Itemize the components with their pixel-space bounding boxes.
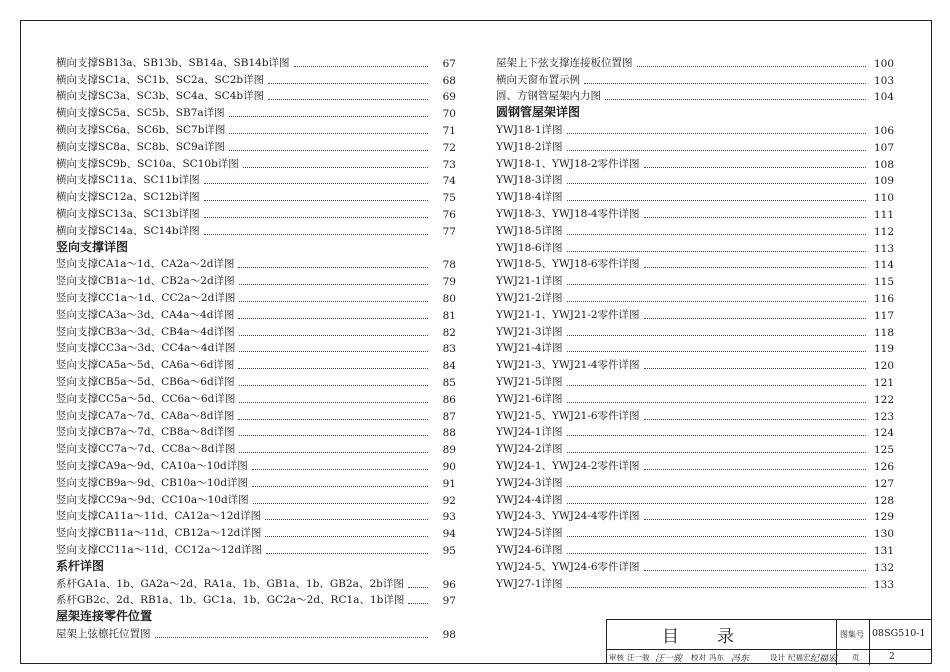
toc-entry (496, 171, 894, 188)
entry-title: 横向支撑SC11a、SC11b详图 (56, 174, 200, 187)
section-heading (56, 238, 456, 255)
leader-dots (268, 75, 428, 84)
leader-dots (644, 360, 866, 369)
page-number: 114 (873, 259, 894, 272)
toc-entry (496, 87, 894, 104)
toc-entry (56, 322, 456, 339)
page-number: 107 (873, 141, 894, 154)
entry-title: YWJ24-4详图 (496, 493, 563, 506)
leader-dots (408, 595, 428, 604)
toc-entry (496, 456, 894, 473)
leader-dots (229, 125, 428, 134)
toc-entry (56, 53, 456, 70)
toc-entry (496, 473, 894, 490)
entry-title: 竖向支撑CB1a～1d、CB2a～2d详图 (56, 275, 235, 288)
leader-dots (155, 629, 429, 638)
page-number: 98 (442, 628, 456, 641)
page-title: 目录 (662, 627, 772, 647)
toc-entry (496, 439, 894, 456)
page-number: 91 (442, 477, 456, 490)
entry-title: YWJ21-5、YWJ21-6零件详图 (496, 409, 640, 422)
toc-entry (56, 70, 456, 87)
entry-title: 圆、方钢管屋架内力图 (496, 90, 601, 103)
section-heading (496, 103, 894, 120)
leader-dots (253, 495, 428, 504)
toc-entry (496, 507, 894, 524)
leader-dots (567, 175, 866, 184)
toc-entry (56, 87, 456, 104)
leader-dots (567, 579, 866, 588)
toc-entry (56, 624, 456, 641)
toc-entry (56, 204, 456, 221)
toc-entry (496, 490, 894, 507)
page-number: 109 (873, 175, 894, 188)
toc-entry (56, 389, 456, 406)
toc-entry (496, 574, 894, 591)
leader-dots (567, 495, 866, 504)
leader-dots (204, 192, 428, 201)
page-number: 124 (873, 427, 894, 440)
entry-title: 横向支撑SC9b、SC10a、SC10b详图 (56, 157, 239, 170)
entry-title: YWJ24-1、YWJ24-2零件详图 (496, 459, 640, 472)
toc-entry (496, 154, 894, 171)
toc-entry (56, 271, 456, 288)
leader-dots (229, 108, 428, 117)
toc-entry (496, 557, 894, 574)
page-number: 100 (873, 57, 894, 70)
entry-title: 竖向支撑CC7a～7d、CC8a～8d详图 (56, 443, 236, 456)
toc-entry (496, 53, 894, 70)
entry-title: 竖向支撑CA3a～3d、CA4a～4d详图 (56, 308, 235, 321)
entry-title: YWJ24-5、YWJ24-6零件详图 (496, 560, 640, 573)
leader-dots (567, 343, 866, 352)
page-number: 88 (442, 427, 456, 440)
page-number: 71 (442, 124, 456, 137)
leader-dots (567, 293, 866, 302)
leader-dots (294, 58, 428, 67)
toc-entry (56, 406, 456, 423)
page-number: 133 (873, 578, 894, 591)
page-number: 113 (873, 242, 894, 255)
leader-dots (637, 58, 867, 67)
entry-title: 竖向支撑CA5a～5d、CA6a～6d详图 (56, 359, 235, 372)
page-number: 122 (873, 393, 894, 406)
toc-entry (496, 221, 894, 238)
toc-entry (496, 187, 894, 204)
toc-entry (56, 137, 456, 154)
toc-entry (56, 540, 456, 557)
entry-title: YWJ18-4详图 (496, 191, 563, 204)
leader-dots (238, 411, 428, 420)
signature-row (607, 650, 932, 665)
entry-title: YWJ24-2详图 (496, 443, 563, 456)
page-number: 82 (442, 326, 456, 339)
leader-dots (239, 377, 428, 386)
page-number: 72 (442, 141, 456, 154)
entry-title: YWJ18-6详图 (496, 241, 563, 254)
toc-entry (56, 154, 456, 171)
entry-title: 横向支撑SC1a、SC1b、SC2a、SC2b详图 (56, 73, 265, 86)
leader-dots (567, 226, 866, 235)
entry-title: 横向支撑SC13a、SC13b详图 (56, 207, 200, 220)
entry-title: YWJ24-3详图 (496, 476, 563, 489)
leader-dots (204, 226, 428, 235)
toc-entry (496, 70, 894, 87)
page-number: 70 (442, 108, 456, 121)
leader-dots (239, 327, 428, 336)
page-number: 75 (442, 192, 456, 205)
page-number: 69 (442, 91, 456, 104)
toc-entry (496, 389, 894, 406)
entry-title: 系杆GA1a、1b、GA2a～2d、RA1a、1b、GB1a、1b、GB2a、2b详图 (56, 577, 404, 590)
page-number: 87 (442, 410, 456, 423)
leader-dots (266, 545, 428, 554)
entry-title: 竖向支撑CA1a～1d、CA2a～2d详图 (56, 258, 235, 271)
page-number: 93 (442, 511, 456, 524)
title-block (606, 619, 932, 664)
section-heading (56, 557, 456, 574)
entry-title: 竖向支撑详图 (56, 239, 129, 254)
atlas-label: 图集号 (840, 630, 864, 639)
entry-title: 横向支撑SC8a、SC8b、SC9a详图 (56, 140, 225, 153)
page-number: 90 (442, 460, 456, 473)
leader-dots (584, 75, 866, 84)
entry-title: YWJ18-3详图 (496, 174, 563, 187)
entry-title: YWJ21-3详图 (496, 325, 563, 338)
page-number: 92 (442, 494, 456, 507)
page-number: 103 (873, 74, 894, 87)
leader-dots (239, 293, 428, 302)
toc-entry (56, 439, 456, 456)
page-number: 119 (873, 343, 894, 356)
page-number: 111 (873, 208, 894, 221)
toc-entry (56, 103, 456, 120)
toc-entry (56, 591, 456, 608)
entry-title: 横向支撑SB13a、SB13b、SB14a、SB14b详图 (56, 56, 290, 69)
toc-entry (56, 171, 456, 188)
entry-title: YWJ18-2详图 (496, 140, 563, 153)
toc-entry (56, 490, 456, 507)
entry-title: YWJ24-6详图 (496, 543, 563, 556)
page-number: 77 (442, 225, 456, 238)
page-number: 106 (873, 124, 894, 137)
review-signature: 汪一骏 (655, 654, 683, 664)
entry-title: 竖向支撑CA11a～11d、CA12a～12d详图 (56, 510, 262, 523)
review-label: 审核 (609, 653, 624, 662)
toc-entry (496, 271, 894, 288)
entry-title: YWJ24-3、YWJ24-4零件详图 (496, 510, 640, 523)
toc-entry (496, 288, 894, 305)
toc-entry (496, 305, 894, 322)
page-number: 110 (873, 192, 894, 205)
leader-dots (644, 259, 866, 268)
leader-dots (408, 579, 428, 588)
page-number: 74 (442, 175, 456, 188)
leader-dots (243, 159, 428, 168)
toc-entry (56, 255, 456, 272)
entry-title: 竖向支撑CC1a～1d、CC2a～2d详图 (56, 291, 236, 304)
leader-dots (567, 377, 866, 386)
leader-dots (567, 528, 866, 537)
page-number: 132 (873, 561, 894, 574)
leader-dots (204, 209, 428, 218)
entry-title: 竖向支撑CC9a～9d、CC10a～10d详图 (56, 493, 249, 506)
toc-entry (56, 423, 456, 440)
leader-dots (605, 91, 866, 100)
leader-dots (644, 461, 866, 470)
page-number: 89 (442, 444, 456, 457)
page-number: 104 (873, 91, 894, 104)
toc-entry (56, 120, 456, 137)
toc-entry (496, 423, 894, 440)
leader-dots (265, 511, 428, 520)
page-number: 84 (442, 360, 456, 373)
toc-entry (56, 372, 456, 389)
leader-dots (567, 327, 866, 336)
entry-title: 竖向支撑CB11a～11d、CB12a～12d详图 (56, 527, 262, 540)
page-number: 86 (442, 393, 456, 406)
leader-dots (239, 444, 428, 453)
entry-title: 竖向支撑CB7a～7d、CB8a～8d详图 (56, 426, 235, 439)
page-number: 115 (873, 276, 894, 289)
page-number: 125 (873, 444, 894, 457)
page-label: 页 (852, 653, 860, 662)
design-label: 设计 (770, 653, 785, 662)
entry-title: 横向天窗布置示例 (496, 73, 580, 86)
leader-dots (644, 209, 866, 218)
leader-dots (644, 562, 866, 571)
page-number: 78 (442, 259, 456, 272)
page-number: 121 (873, 376, 894, 389)
leader-dots (265, 528, 428, 537)
entry-title: YWJ18-5详图 (496, 224, 563, 237)
toc-entry (496, 523, 894, 540)
check-signature: 冯东 (731, 654, 750, 664)
leader-dots (644, 411, 866, 420)
entry-title: 竖向支撑CA7a～7d、CA8a～8d详图 (56, 409, 235, 422)
toc-entry (56, 339, 456, 356)
design-signature: 纪福宏 (810, 654, 838, 664)
entry-title: YWJ18-5、YWJ18-6零件详图 (496, 258, 640, 271)
page-number: 112 (873, 225, 894, 238)
page-number: 123 (873, 410, 894, 423)
leader-dots (567, 394, 866, 403)
page-number: 126 (873, 460, 894, 473)
entry-title: YWJ18-1详图 (496, 123, 563, 136)
entry-title: YWJ21-2详图 (496, 291, 563, 304)
leader-dots (567, 125, 866, 134)
leader-dots (567, 427, 866, 436)
entry-title: 竖向支撑CA9a～9d、CA10a～10d详图 (56, 459, 248, 472)
toc-entry (56, 574, 456, 591)
entry-title: YWJ21-5详图 (496, 375, 563, 388)
toc-entry (496, 322, 894, 339)
toc-entry (496, 255, 894, 272)
entry-title: 屋架上弦檩托位置图 (56, 627, 151, 640)
page-number: 120 (873, 360, 894, 373)
entry-title: YWJ27-1详图 (496, 577, 563, 590)
page-number: 127 (873, 477, 894, 490)
entry-title: 系杆详图 (56, 558, 105, 573)
entry-title: 竖向支撑CB9a～9d、CB10a～10d详图 (56, 476, 249, 489)
entry-title: YWJ18-1、YWJ18-2零件详图 (496, 157, 640, 170)
page-number: 85 (442, 376, 456, 389)
toc-entry (56, 221, 456, 238)
leader-dots (239, 276, 428, 285)
page-number: 97 (442, 595, 456, 608)
toc-entry (496, 339, 894, 356)
entry-title: 竖向支撑CC5a～5d、CC6a～6d详图 (56, 392, 236, 405)
leader-dots (644, 511, 866, 520)
entry-title: 屋架连接零件位置 (56, 609, 153, 624)
page-number: 96 (442, 578, 456, 591)
page-number: 83 (442, 343, 456, 356)
toc-entry (496, 204, 894, 221)
toc-left-column (56, 53, 456, 641)
leader-dots (567, 444, 866, 453)
entry-title: YWJ21-1详图 (496, 275, 563, 288)
page-number: 81 (442, 309, 456, 322)
entry-title: 横向支撑SC5a、SC5b、SB7a详图 (56, 107, 225, 120)
page-number: 131 (873, 544, 894, 557)
leader-dots (567, 545, 866, 554)
leader-dots (229, 142, 428, 151)
review-name: 汪一骏 (627, 653, 650, 662)
check-name: 冯东 (709, 653, 724, 662)
toc-entry (56, 187, 456, 204)
section-heading (56, 607, 456, 624)
leader-dots (567, 142, 866, 151)
toc-entry (56, 305, 456, 322)
page-number: 128 (873, 494, 894, 507)
entry-title: YWJ21-3、YWJ21-4零件详图 (496, 359, 640, 372)
page-number: 94 (442, 528, 456, 541)
entry-title: YWJ24-5详图 (496, 527, 563, 540)
design-name: 纪福宏 (788, 653, 811, 662)
page-number: 2 (889, 652, 895, 662)
page-number: 116 (873, 292, 894, 305)
entry-title: 屋架上下弦支撑连接板位置图 (496, 56, 633, 69)
leader-dots (238, 259, 428, 268)
leader-dots (567, 192, 866, 201)
leader-dots (252, 478, 428, 487)
entry-title: YWJ18-3、YWJ18-4零件详图 (496, 207, 640, 220)
toc-entry (496, 355, 894, 372)
toc-entry (56, 456, 456, 473)
page-number: 76 (442, 208, 456, 221)
leader-dots (238, 310, 428, 319)
leader-dots (644, 159, 866, 168)
entry-title: 竖向支撑CB3a～3d、CB4a～4d详图 (56, 325, 235, 338)
leader-dots (239, 394, 428, 403)
entry-title: 系杆GB2c、2d、RB1a、1b、GC1a、1b、GC2a～2d、RC1a、1b详图 (56, 594, 405, 607)
entry-title: 横向支撑SC3a、SC3b、SC4a、SC4b详图 (56, 90, 265, 103)
leader-dots (252, 461, 428, 470)
toc-right-column (496, 53, 894, 591)
entry-title: YWJ21-4详图 (496, 342, 563, 355)
entry-title: 竖向支撑CC11a～11d、CC12a～12d详图 (56, 543, 263, 556)
page-number: 108 (873, 158, 894, 171)
entry-title: YWJ24-1详图 (496, 426, 563, 439)
page-number: 117 (873, 309, 894, 322)
page-number: 80 (442, 292, 456, 305)
leader-dots (644, 310, 866, 319)
leader-dots (239, 343, 428, 352)
leader-dots (567, 478, 866, 487)
atlas-number: 08SG510-1 (872, 628, 926, 639)
page-number: 130 (873, 528, 894, 541)
leader-dots (567, 276, 866, 285)
toc-entry (496, 406, 894, 423)
leader-dots (567, 243, 866, 252)
entry-title: 圆钢管屋架详图 (496, 105, 581, 120)
entry-title: 竖向支撑CC3a～3d、CC4a～4d详图 (56, 342, 236, 355)
leader-dots (268, 91, 428, 100)
toc-entry (496, 238, 894, 255)
page-number: 79 (442, 276, 456, 289)
entry-title: 竖向支撑CB5a～5d、CB6a～6d详图 (56, 375, 235, 388)
entry-title: YWJ21-1、YWJ21-2零件详图 (496, 308, 640, 321)
toc-entry (56, 507, 456, 524)
toc-entry (56, 288, 456, 305)
page-number: 95 (442, 544, 456, 557)
page-number: 118 (873, 326, 894, 339)
page-number: 68 (442, 74, 456, 87)
toc-entry (56, 355, 456, 372)
leader-dots (204, 175, 428, 184)
toc-entry (496, 372, 894, 389)
toc-entry (496, 540, 894, 557)
leader-dots (239, 427, 428, 436)
leader-dots (238, 360, 428, 369)
page-number: 129 (873, 511, 894, 524)
toc-entry (56, 473, 456, 490)
entry-title: 横向支撑SC12a、SC12b详图 (56, 191, 200, 204)
toc-entry (496, 137, 894, 154)
entry-title: YWJ21-6详图 (496, 392, 563, 405)
page-number: 73 (442, 158, 456, 171)
toc-entry (56, 523, 456, 540)
page-number: 67 (442, 57, 456, 70)
check-label: 校对 (691, 653, 706, 662)
entry-title: 横向支撑SC6a、SC6b、SC7b详图 (56, 123, 226, 136)
entry-title: 横向支撑SC14a、SC14b详图 (56, 224, 200, 237)
toc-entry (496, 120, 894, 137)
